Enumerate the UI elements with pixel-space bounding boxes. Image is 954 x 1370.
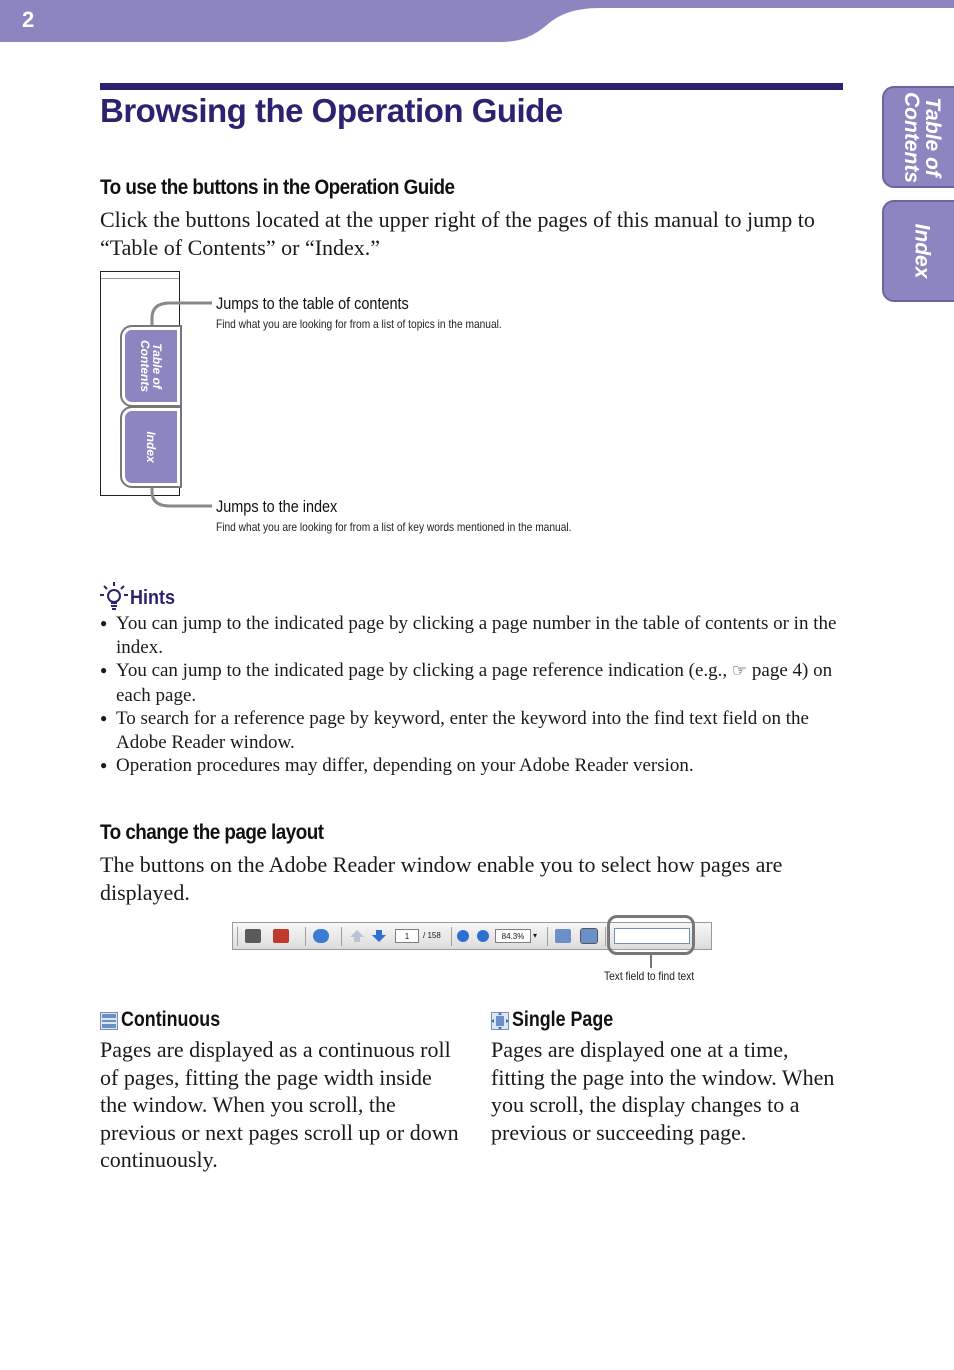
diagram-tab-toc [122, 327, 180, 405]
section-heading-buttons: To use the buttons in the Operation Guide [100, 176, 455, 199]
zoom-field[interactable]: 84.3% [495, 929, 531, 943]
page-number: 2 [22, 7, 35, 32]
document-options-icon[interactable] [273, 929, 289, 943]
find-field-caption: Text field to find text [604, 969, 695, 983]
single-page-layout-icon[interactable] [581, 929, 597, 943]
continuous-description: Pages are displayed as a continuous roll of pages, fitting the page width inside the window. When you scroll, the previous or next pages scroll up or down continuously. [100, 1037, 459, 1172]
hints-list [100, 612, 845, 778]
hint-item [100, 659, 845, 707]
continuous-layout-icon [100, 1012, 118, 1030]
single-page-description: Pages are displayed one at a time, fitting the page into the window. When you scroll, the display changes to a previous or succeeding page. [491, 1037, 835, 1145]
hint-text: You can jump to the indicated page by clicking a page number in the table of contents or in the index. [116, 613, 837, 658]
hint-text: Operation procedures may differ, depending on your Adobe Reader version. [116, 755, 694, 776]
toolbar-separator [237, 927, 238, 946]
tab-index-label: Index [910, 223, 934, 279]
print-icon[interactable] [245, 929, 261, 943]
page-title: Browsing the Operation Guide [100, 92, 563, 129]
find-field-leader [650, 955, 652, 968]
section-heading-layout: To change the page layout [100, 821, 324, 844]
hints-title: Hints [130, 587, 175, 609]
hand-tool-icon[interactable] [313, 929, 329, 943]
callout-toc-title: Jumps to the table of contents [216, 294, 409, 313]
hint-text: To search for a reference page by keyword, enter the keyword into the find text field on the Adobe Reader window. [116, 708, 809, 753]
lightbulb-icon [100, 582, 128, 612]
page-number-field[interactable]: 1 [395, 929, 419, 943]
zoom-out-icon[interactable] [457, 930, 469, 942]
zoom-in-icon[interactable] [477, 930, 489, 942]
toolbar-separator [341, 927, 342, 946]
previous-page-icon[interactable] [349, 929, 365, 943]
single-page-layout-icon [491, 1012, 509, 1030]
tab-toc-label: Table of Contents [900, 92, 944, 183]
next-page-icon[interactable] [371, 929, 387, 943]
hint-text-before: You can jump to the indicated page by clicking a page reference indication (e.g., [116, 660, 732, 681]
toolbar-separator [605, 927, 606, 946]
diagram-tab-index [122, 408, 180, 486]
continuous-label: Continuous [121, 1008, 221, 1031]
hint-item [100, 612, 845, 659]
toolbar-separator [451, 927, 452, 946]
hint-item [100, 754, 845, 778]
hint-item [100, 707, 845, 754]
callout-index-title: Jumps to the index [216, 497, 338, 516]
single-page-label: Single Page [512, 1008, 614, 1031]
section-body-layout: The buttons on the Adobe Reader window enable you to select how pages are displayed. [100, 852, 783, 905]
toolbar-separator [305, 927, 306, 946]
callout-index-desc: Find what you are looking for from a list of key words mentioned in the manual. [216, 520, 572, 534]
page-total-label: / 158 [423, 931, 441, 940]
find-field-highlight [607, 915, 695, 955]
pointing-hand-icon: ☞ [731, 661, 748, 681]
continuous-layout-icon[interactable] [555, 929, 571, 943]
section-body-buttons: Click the buttons located at the upper right of the pages of this manual to jump to “Table of Contents” or “Index.” [100, 207, 815, 260]
diagram-tab-toc-label: Table of Contents [138, 340, 164, 392]
hint-text-after: page 4) on each page. [116, 660, 833, 706]
callout-toc-desc: Find what you are looking for from a list of topics in the manual. [216, 317, 502, 331]
diagram-tab-index-label: Index [144, 431, 158, 463]
zoom-dropdown-icon[interactable]: ▾ [533, 931, 538, 940]
toolbar-separator [547, 927, 548, 946]
